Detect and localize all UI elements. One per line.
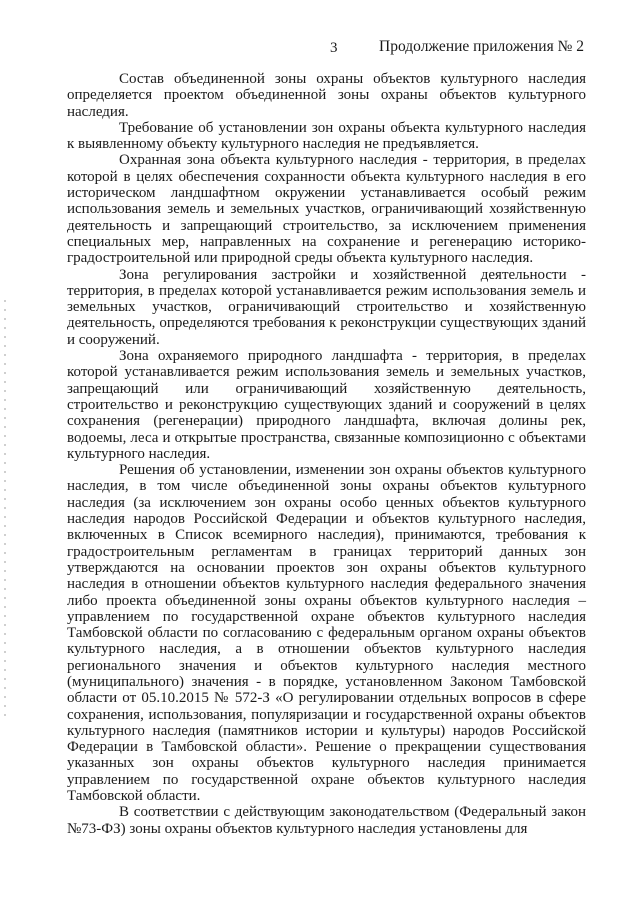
paragraph-6: Решения об установлении, изменении зон охраны объектов культурного наследия, в том числе объединенной зоны охраны объектов культурного наследия (за исключением зон охраны особо ценных объектов культурного наследия народов Российской Федерации и объектов культурного наследия, включенных в Список всемирного наследия), принимаются, требования к градостроительным регламентам в границах территорий данных зон утверждаются на основании проектов зон охраны объектов культурного наследия в отношении объектов культурного наследия федерального значения либо проекта объединенной зоны охраны объектов культурного наследия – управлением по государственной охране объектов культурного наследия Тамбовской области по согласованию с федеральным органом охраны объектов культурного наследия, а в отношении объектов культурного наследия регионального значения и объектов культурного наследия местного (муниципального) значения - в порядке, установленном Законом Тамбовской области от 05.10.2015 № 572-З «О регулировании отдельных вопросов в сфере сохранения, использования, популяризации и государственной охраны объектов культурного наследия (памятников истории и культуры) народов Российской Федерации в Тамбовской области». Решение о прекращении существования указанных зон охраны объектов культурного наследия принимается управлением по государственной охране объектов культурного наследия Тамбовской области.	[67, 462, 586, 805]
paragraph-3: Охранная зона объекта культурного наследия - территория, в пределах которой в целях обеспечения сохранности объекта культурного наследия в его историческом ландшафтном окружении устанавливается особый режим использования земель и земельных участков, ограничивающий хозяйственную деятельность и запрещающий строительство, за исключением применения специальных мер, направленных на сохранение и регенерацию историко-градостроительной или природной среды объекта культурного наследия.	[67, 152, 586, 267]
paragraph-1: Состав объединенной зоны охраны объектов культурного наследия определяется проектом объединенной зоны охраны объектов культурного наследия.	[67, 71, 586, 120]
page-number: 3	[330, 40, 338, 56]
running-head: Продолжение приложения № 2	[379, 38, 584, 55]
document-body	[67, 71, 586, 837]
scan-margin-marks	[4, 300, 6, 720]
paragraph-2: Требование об установлении зон охраны объекта культурного наследия к выявленному объекту культурного наследия не предъявляется.	[67, 119, 586, 153]
paragraph-7: В соответствии с действующим законодательством (Федеральный закон №73-ФЗ) зоны охраны объектов культурного наследия установлены для	[67, 804, 586, 837]
paragraph-5: Зона охраняемого природного ландшафта - территория, в пределах которой устанавливается режим использования земель и земельных участков, запрещающий или ограничивающий хозяйственную деятельность, строительство и реконструкцию существующих зданий и сооружений в целях сохранения (регенерации) природного ландшафта, включая долины рек, водоемы, леса и открытые пространства, связанные композиционно с объектами культурного наследия.	[67, 348, 586, 462]
paragraph-4: Зона регулирования застройки и хозяйственной деятельности - территория, в пределах которой устанавливается режим использования земель и земельных участков, ограничивающий строительство и хозяйственную деятельность, определяются требования к реконструкции существующих зданий и сооружений.	[67, 266, 586, 348]
